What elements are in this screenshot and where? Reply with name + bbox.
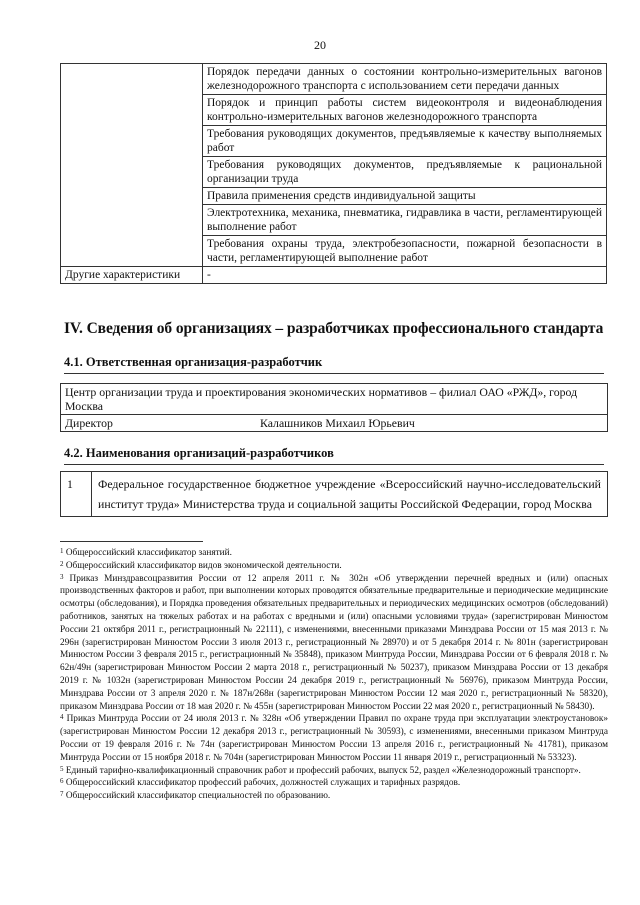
- director-name: Калашников Михаил Юрьевич: [260, 416, 415, 430]
- footnote-text: Общероссийский классификатор специальностей по образованию.: [65, 791, 331, 802]
- footnote-text: Приказ Минздравсоцразвития России от 12 апреля 2011 г. № 302н «Об утверждении перечней вредных и (или) опасных производственных факторов и работ, при выполнении которых проводятся обязательные предварительные и периодические медицинские осмотры (обследования), и Порядка проведения обязательных предварительных и периодических медицинских осмотров (обследований) работников, занятых на тяжелых работах и на работах с вредными и (или) опасными условиями труда» (зарегистрирован Минюстом России 21 октября 2011 г., регистрационный № 22111), с изменениями, внесенными приказами Минздрава России от 15 мая 2013 г. № 296н (зарегистрирован Минюстом России 3 июля 2013 г., регистрационный № 28970) и от 5 декабря 2014 г. № 801н (зарегистрирован Минюстом России 3 февраля 2015 г., регистрационный № 35848), приказом Минтруда России, Минздрава России от 6 февраля 2018 г. № 62н/49н (зарегистрирован Минюстом России 2 марта 2018 г., регистрационный № 50237), приказом Минздрава России от 13 декабря 2019 г. № 1032н (зарегистрирован Минюстом России 24 декабря 2019 г., регистрационный № 56976), приказом Минтруда России, Минздрава России от 3 апреля 2020 г. № 187н/268н (зарегистрирован Минюстом России 12 мая 2020 г., регистрационный № 58320), приказом Минздрава России от 18 мая 2020 г. № 455н (зарегистрирован Минюстом России 22 мая 2020 г., регистрационный № 58430).: [60, 573, 608, 712]
- footnote-text: Общероссийский классификатор видов экономической деятельности.: [65, 560, 342, 571]
- page-number: 20: [314, 38, 326, 52]
- footnote: [60, 765, 608, 778]
- footnote-mark: 4: [60, 713, 64, 722]
- requirement-item: Электротехника, механика, пневматика, гидравлика в части, регламентирующей выполнение работ: [203, 205, 607, 236]
- footnotes: [60, 547, 608, 803]
- requirement-item: Правила применения средств индивидуальной защиты: [203, 188, 607, 205]
- footnote-mark: 5: [60, 764, 64, 773]
- requirement-item: Порядок передачи данных о состоянии контрольно-измерительных вагонов железнодорожного транспорта с использованием сети передачи данных: [203, 64, 607, 95]
- table-row: [61, 384, 608, 415]
- table-row: [61, 415, 608, 432]
- footnote: [60, 713, 608, 764]
- requirements-table: [60, 63, 607, 284]
- footnote: [60, 547, 608, 560]
- footnote: [60, 560, 608, 573]
- developer-number: 1: [61, 472, 92, 517]
- footnote-mark: 7: [60, 790, 64, 799]
- footnote-mark: 6: [60, 777, 64, 786]
- footnote-divider: [60, 541, 203, 542]
- footnote-text: Единый тарифно-квалификационный справочник работ и профессий рабочих, выпуск 52, раздел «Железнодорожный транспорт».: [65, 765, 581, 776]
- footnote-mark: 3: [60, 572, 64, 581]
- footnote-text: Приказ Минтруда России от 24 июля 2013 г. № 328н «Об утверждении Правил по охране труда при эксплуатации электроустановок» (зарегистрирован Минюстом России 12 декабря 2013 г., регистрационный № 30593), с изменениями, внесенными приказом Минтруда России от 19 февраля 2016 г. № 74н (зарегистрирован Минюстом России 13 апреля 2016 г., регистрационный № 41781), приказом Минтруда России от 15 ноября 2018 г. № 704н (зарегистрирован Минюстом России 11 января 2019 г., регистрационный № 53323).: [60, 714, 608, 763]
- developer-name: Федеральное государственное бюджетное учреждение «Всероссийский научно-исследовательский институт труда» Министерства труда и социальной защиты Российской Федерации, город Москва: [92, 472, 608, 517]
- requirement-item: Требования руководящих документов, предъявляемые к рациональной организации труда: [203, 157, 607, 188]
- director-row: [61, 415, 608, 432]
- footnote: [60, 790, 608, 803]
- subsection-title-developers: 4.2. Наименования организаций-разработчиков: [64, 446, 604, 465]
- requirement-item: Порядок и принцип работы систем видеоконтроля и видеонаблюдения контрольно-измерительных вагонов железнодорожного транспорта: [203, 95, 607, 126]
- footnote: [60, 573, 608, 714]
- other-characteristics-value: -: [203, 267, 607, 284]
- other-characteristics-label: Другие характеристики: [61, 267, 203, 284]
- table-row: [61, 472, 608, 517]
- section-title: IV. Сведения об организациях – разработчиках профессионального стандарта: [64, 320, 604, 337]
- subsection-title-responsible: 4.1. Ответственная организация-разработчик: [64, 355, 604, 374]
- footnote-text: Общероссийский классификатор занятий.: [65, 548, 232, 558]
- footnote-mark: 2: [60, 559, 64, 568]
- responsible-org-table: [60, 383, 608, 432]
- responsible-org-name: Центр организации труда и проектирования экономических нормативов – филиал ОАО «РЖД», город Москва: [61, 384, 608, 415]
- developers-table: [60, 471, 608, 517]
- table-cell-empty: [61, 64, 203, 267]
- director-label: Директор: [65, 416, 113, 430]
- table-row: [61, 267, 607, 284]
- footnote-text: Общероссийский классификатор профессий рабочих, должностей служащих и тарифных разрядов.: [65, 778, 461, 789]
- requirement-item: Требования охраны труда, электробезопасности, пожарной безопасности в части, регламентирующей выполнение работ: [203, 236, 607, 267]
- footnote: [60, 777, 608, 790]
- table-row: [61, 64, 607, 95]
- requirement-item: Требования руководящих документов, предъявляемые к качеству выполняемых работ: [203, 126, 607, 157]
- footnote-mark: 1: [60, 547, 64, 555]
